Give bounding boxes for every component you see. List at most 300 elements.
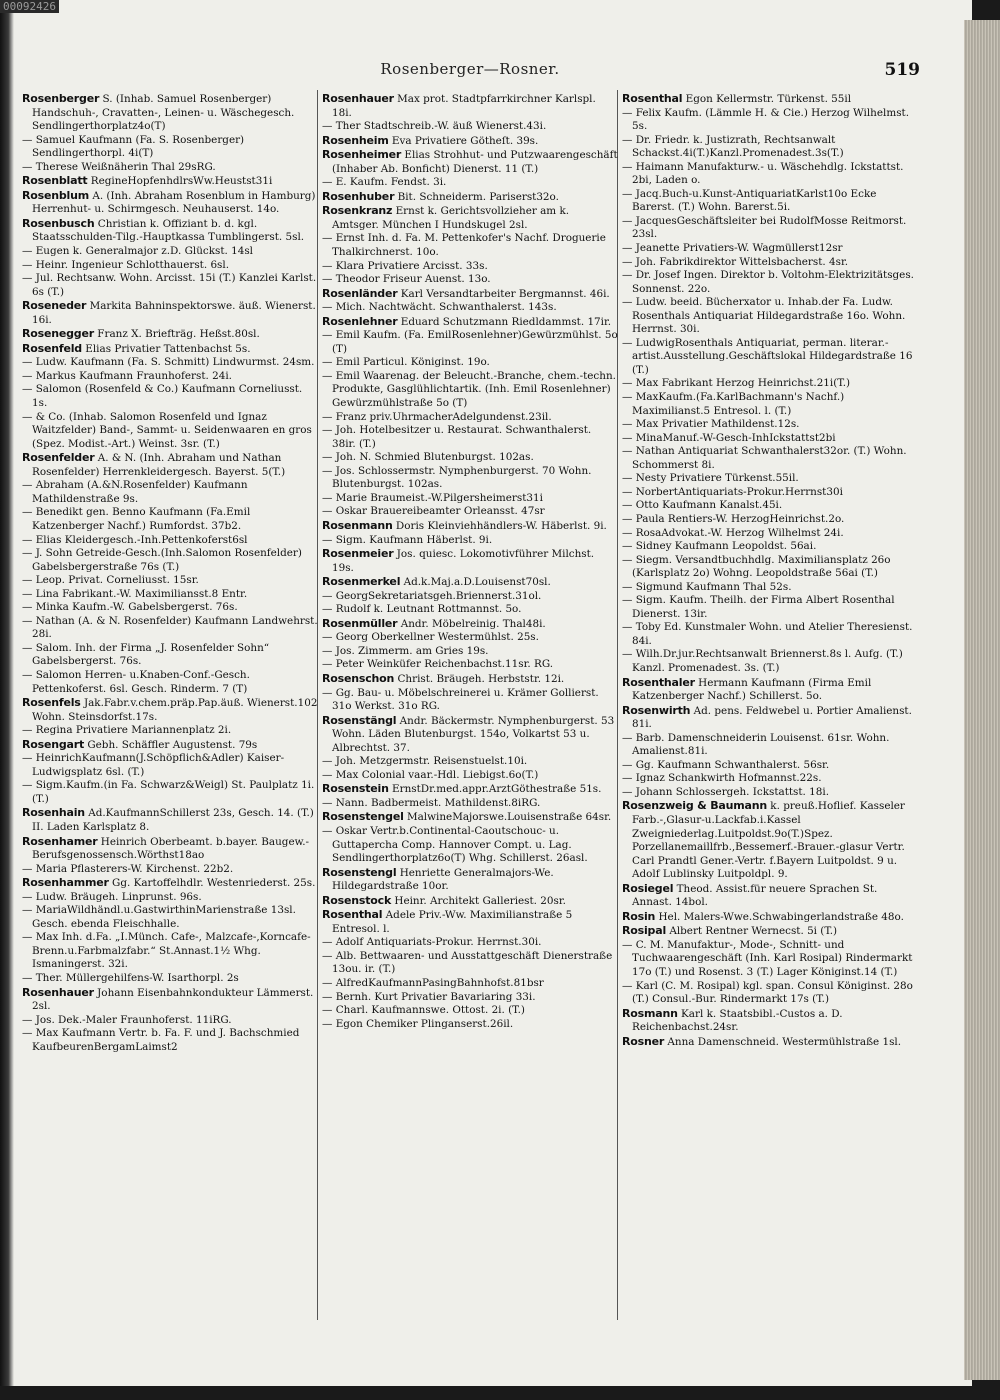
entry-text: — Nann. Badbermeist. Mathildenst.8iRG. — [322, 796, 541, 809]
entry-text: — Mich. Nachtwächt. Schwanthalerst. 143s. — [322, 301, 557, 314]
directory-entry — [622, 92, 918, 107]
entry-text: Egon Kellermstr. Türkenst. 55il — [682, 93, 852, 105]
entry-text: — AlfredKaufmannPasingBahnhofst.81bsr — [322, 977, 544, 989]
entry-text: — Maria Pflasterers-W. Kirchenst. 22b2. — [22, 862, 234, 875]
directory-entry — [22, 863, 318, 877]
directory-entry — [22, 931, 318, 972]
directory-entry — [22, 588, 318, 602]
entry-surname: Rosenheimer — [322, 148, 402, 162]
directory-entry — [22, 506, 318, 533]
directory-entry — [322, 936, 618, 950]
entry-text: Jos. quiesc. Lokomotivführer Milchst. 19s. — [332, 548, 595, 574]
entry-text: Ad.k.Maj.a.D.Louisenst70sl. — [400, 576, 551, 589]
entry-text: — Nesty Privatiere Türkenst.55il. — [622, 472, 799, 485]
directory-entry — [22, 835, 318, 863]
entry-text: — Sigm. Kaufmann Häberlst. 9i. — [322, 533, 493, 546]
entry-text: — Nathan Antiquariat Schwanthalerst32or. (T.) Wohn. Schommerst 8i. — [622, 445, 907, 471]
entry-text: Hermann Kaufmann (Firma Emil Katzenberger Nachf.) Schillerst. 5o. — [632, 676, 872, 703]
directory-entry — [22, 451, 318, 479]
entry-text: — Toby Ed. Kunstmaler Wohn. und Atelier Theresienst. 84i. — [622, 621, 913, 647]
entry-surname: Rosenhauer — [322, 92, 394, 105]
entry-text: — Minka Kaufm.-W. Gabelsbergerst. 76s. — [22, 601, 238, 614]
directory-entry — [322, 411, 618, 425]
entry-text: — Salom. Inh. der Firma „J. Rosenfelder Sohn“ Gabelsbergerst. 76s. — [22, 641, 270, 668]
entry-text: — GeorgSekretariatsgeh.Briennerst.31ol. — [322, 589, 542, 602]
directory-entry — [322, 492, 618, 506]
entry-text: — Max Colonial vaar.-Hdl. Liebigst.6o(T.) — [322, 768, 539, 781]
entry-text: — Jul. Rechtsanw. Wohn. Arcisst. 15i (T.) Kanzlei Karlst. 6s (T.) — [22, 272, 317, 298]
column-2 — [322, 92, 618, 1031]
directory-entry — [322, 575, 618, 590]
directory-entry — [22, 779, 318, 806]
entry-text: — Sidney Kaufmann Leopoldst. 56ai. — [622, 540, 817, 553]
entry-text: — Siegm. Versandtbuchhdlg. Maximiliansplatz 26o (Karlsplatz 2o) Wohng. Leopoldstraße 56ai (T.) — [622, 553, 891, 580]
entry-text: — Nathan (A. & N. Rosenfelder) Kaufmann Landwehrst. 28i. — [22, 614, 318, 641]
entry-text: — Jacq.Buch-u.Kunst-AntiquariatKarlst10o Ecke Barerst. (T.) Wohn. Barerst.5i. — [622, 187, 877, 214]
directory-entry — [322, 301, 618, 315]
entry-text: — Markus Kaufmann Fraunhoferst. 24i. — [22, 369, 232, 382]
entry-text: — Theodor Friseur Auenst. 13o. — [322, 273, 491, 286]
directory-entry — [22, 534, 318, 548]
entry-text: — Heinr. Ingenieur Schlotthauerst. 6sl. — [22, 258, 230, 271]
directory-entry — [322, 547, 618, 575]
entry-text: Markita Bahninspektorswe. äuß. Wienerst. 16i. — [32, 300, 316, 326]
entry-surname: Rosenstein — [322, 782, 389, 796]
column-3 — [622, 92, 918, 1049]
directory-entry — [322, 505, 618, 519]
directory-entry — [22, 669, 318, 696]
entry-text: Adele Priv.-Ww. Maximilianstraße 5 Entresol. l. — [332, 909, 573, 935]
directory-entry — [22, 574, 318, 588]
entry-surname: Rosenstock — [322, 893, 392, 907]
entry-text: — Adolf Antiquariats-Prokur. Herrnst.30i. — [322, 936, 542, 949]
directory-entry — [22, 876, 318, 891]
entry-text: — Emil Kaufm. (Fa. EmilRosenlehner)Gewürzmühlst. 5o (T) — [322, 329, 618, 355]
entry-text: Elias Privatier Tattenbachst 5s. — [81, 342, 251, 355]
entry-text: A. & N. (Inh. Abraham und Nathan Rosenfelder) Herrenkleidergesch. Bayerst. 5(T.) — [32, 452, 286, 478]
directory-entry — [622, 704, 918, 732]
directory-entry — [22, 724, 318, 738]
entry-text: — Johann Schlossergeh. Ickstattst. 18i. — [622, 785, 830, 798]
directory-entry — [22, 479, 318, 506]
entry-text: — Jeanette Privatiers-W. Wagmüllerst12sr — [622, 242, 843, 255]
entry-text: RegineHopfenhdlrsWw.Heustst31i — [87, 175, 273, 188]
directory-entry — [622, 732, 918, 759]
entry-text: — Gg. Bau- u. Möbelschreinerei u. Krämer Gollierst. 31o Werkst. 31o RG. — [322, 686, 599, 713]
entry-surname: Rosenlehner — [322, 314, 398, 328]
entry-text: — HeinrichKaufmann(J.Schöpflich&Adler) Kaiser-Ludwigsplatz 6sl. (T.) — [22, 752, 285, 778]
directory-entry — [22, 217, 318, 245]
entry-surname: Rosenhain — [22, 806, 85, 820]
directory-entry — [622, 980, 918, 1007]
entry-text: A. (Inh. Abraham Rosenblum in Hamburg) Herrenhut- u. Schirmgesch. Neuhauserst. 14o. — [32, 189, 316, 216]
directory-entry — [322, 894, 618, 909]
entry-text: Albert Rentner Wernecst. 5i (T.) — [666, 925, 838, 938]
entry-text: Eduard Schutzmann Riedldammst. 17ir. — [397, 315, 612, 328]
directory-entry — [22, 891, 318, 905]
directory-entry — [622, 296, 918, 337]
entry-surname: Rosenbusch — [22, 216, 95, 230]
entry-surname: Rosenblum — [22, 188, 90, 202]
page-edges — [964, 20, 1000, 1380]
directory-entry — [322, 810, 618, 825]
entry-text: — Therese Weißnäherin Thal 29sRG. — [22, 160, 216, 173]
entry-text: — Jos. Zimmerm. am Gries 19s. — [322, 644, 489, 657]
entry-text: S. (Inhab. Samuel Rosenberger) Handschuh-, Cravatten-, Leinen- u. Wäschegesch. Sendlingerthorplatz4o(T) — [32, 93, 295, 133]
directory-entry — [322, 991, 618, 1005]
entry-text: — Karl (C. M. Rosipal) kgl. span. Consul Königinst. 28o (T.) Consul.-Bur. Rindermarkt 17s (T.) — [622, 979, 913, 1006]
book-gutter-shadow — [0, 0, 14, 1386]
directory-entry — [622, 432, 918, 446]
entry-text: — Bernh. Kurt Privatier Bavariaring 33i. — [322, 990, 536, 1003]
directory-entry — [622, 554, 918, 581]
directory-entry — [22, 986, 318, 1014]
entry-surname: Rosenmann — [322, 518, 393, 532]
entry-text: — Emil Particul. Königinst. 19o. — [322, 356, 490, 369]
entry-text: — Samuel Kaufmann (Fa. S. Rosenberger) Sendlingerthorpl. 4i(T) — [22, 133, 245, 160]
entry-text: Elias Strohhut- und Putzwaarengeschäft (Inhaber Ab. Bonficht) Dienerst. 11 (T.) — [332, 149, 618, 175]
directory-entry — [622, 910, 918, 925]
directory-entry — [22, 601, 318, 615]
entry-text: — Sigm. Kaufm. Theilh. der Firma Albert Rosenthal Dienerst. 13ir. — [622, 594, 895, 620]
directory-entry — [322, 134, 618, 149]
entry-surname: Rosengart — [22, 737, 85, 751]
directory-entry — [322, 451, 618, 465]
directory-entry — [622, 648, 918, 675]
directory-entry — [322, 534, 618, 548]
column-1 — [22, 92, 318, 1054]
entry-text: Henriette Generalmajors-We. Hildegardstraße 10or. — [332, 866, 554, 893]
entry-text: — Oskar Vertr.b.Continental-Caoutschouc- u. Guttapercha Comp. Hannover Compt. u. Lag. Sendlingerthorplatz6o(T) Whg. Schillerst. 26asl. — [322, 824, 588, 865]
entry-surname: Rosenkranz — [322, 204, 393, 218]
running-header: Rosenberger—Rosner. — [380, 60, 560, 78]
entry-text: — Eugen k. Generalmajor z.D. Glückst. 14sl — [22, 245, 254, 258]
entry-surname: Rosenländer — [322, 286, 398, 300]
entry-text: — Joh. N. Schmied Blutenburgst. 102as. — [322, 451, 534, 464]
directory-entry — [322, 315, 618, 330]
directory-entry — [322, 866, 618, 894]
entry-surname: Rosenhammer — [22, 876, 109, 890]
entry-surname: Rosner — [622, 1034, 665, 1048]
directory-entry — [322, 120, 618, 134]
entry-text: Karl Versandtarbeiter Bergmannst. 46i. — [397, 287, 610, 300]
entry-text: MalwineMajorswe.Louisenstraße 64sr. — [403, 811, 612, 824]
entry-text: — Felix Kaufm. (Lämmle H. & Cie.) Herzog Wilhelmst. 5s. — [622, 106, 910, 133]
directory-entry — [322, 370, 618, 411]
directory-entry — [22, 972, 318, 986]
directory-entry — [22, 161, 318, 175]
entry-text: Johann Eisenbahnkondukteur Lämmerst. 2sl. — [32, 986, 314, 1013]
entry-text: — Jos. Schlossermstr. Nymphenburgerst. 70 Wohn. Blutenburgst. 102as. — [322, 464, 592, 491]
directory-entry — [622, 215, 918, 242]
entry-surname: Rosenthal — [322, 908, 383, 922]
directory-entry — [622, 540, 918, 554]
directory-entry — [622, 134, 918, 161]
entry-text: — & Co. (Inhab. Salomon Rosenfeld und Ignaz Waitzfelder) Band-, Sammt- u. Seidenwaaren en gros (Spez. Modist.-Art.) Weinst. 3sr. (T.) — [22, 410, 312, 450]
entry-text: Anna Damenschneid. Westermühlstraße 1sl. — [664, 1035, 902, 1048]
entry-surname: Rosenblatt — [22, 174, 88, 188]
directory-entry — [322, 687, 618, 714]
directory-entry — [22, 174, 318, 189]
entry-text: — C. M. Manufaktur-, Mode-, Schnitt- und Tuchwaarengeschäft (Inh. Karl Rosipal) Rindermarkt 17o (T.) und Rosenst. 3 (T.) Lager Königinst.14 (T.) — [622, 938, 913, 978]
directory-entry — [22, 904, 318, 931]
entry-surname: Rosenwirth — [622, 703, 691, 717]
entry-text: — Joh. Fabrikdirektor Wittelsbacherst. 4sr. — [622, 255, 849, 268]
directory-entry — [622, 391, 918, 418]
entry-surname: Rosenthaler — [622, 675, 695, 689]
directory-entry — [322, 769, 618, 783]
entry-text: Gg. Kartoffelhdlr. Westenriederst. 25s. — [108, 877, 316, 890]
directory-entry — [622, 882, 918, 910]
directory-entry — [622, 107, 918, 134]
directory-entry — [322, 797, 618, 811]
entry-text: — Marie Braumeist.-W.Pilgersheimerst31i — [322, 491, 543, 504]
entry-surname: Rosenstengl — [322, 865, 397, 879]
entry-surname: Rosenfels — [22, 696, 81, 710]
directory-entry — [322, 204, 618, 232]
directory-entry — [322, 329, 618, 356]
directory-entry — [322, 176, 618, 190]
entry-surname: Rosenhamer — [22, 834, 98, 848]
entry-text: Christian k. Offiziant b. d. kgl. Staatsschulden-Tilg.-Hauptkassa Tumblingerst. 5sl. — [32, 217, 305, 244]
entry-text: — Ernst Inh. d. Fa. M. Pettenkofer's Nachf. Droguerie Thalkirchnerst. 10o. — [322, 232, 606, 259]
entry-surname: Rosipal — [622, 924, 667, 938]
entry-text: Ad. pens. Feldwebel u. Portier Amalienst. 81i. — [632, 704, 912, 731]
entry-text: — Sigmund Kaufmann Thal 52s. — [622, 580, 792, 593]
entry-text: Hel. Malers-Wwe.Schwabingerlandstraße 48o. — [655, 910, 904, 923]
entry-surname: Rosenzweig & Baumann — [622, 799, 767, 813]
entry-text: — MaxKaufm.(Fa.KarlBachmann's Nachf.) Maximilianst.5 Entresol. l. (T.) — [622, 391, 845, 417]
entry-text: — MinaManuf.-W-Gesch-InhIckstattst2bi — [622, 431, 836, 444]
entry-text: — Joh. Hotelbesitzer u. Restaurat. Schwanthalerst. 38ir. (T.) — [322, 424, 592, 450]
entry-text: — Sigm.Kaufm.(in Fa. Schwarz&Weigl) St. Paulplatz 1i. (T.) — [22, 779, 315, 805]
entry-text: — Benedikt gen. Benno Kaufmann (Fa.Emil Katzenberger Nachf.) Rumfordst. 37b2. — [22, 506, 251, 532]
directory-entry — [622, 1007, 918, 1035]
entry-text: — Ludw. Bräugeh. Linprunst. 96s. — [22, 890, 202, 903]
entry-text: — Abraham (A.&N.Rosenfelder) Kaufmann Mathildenstraße 9s. — [22, 479, 248, 505]
directory-entry — [622, 594, 918, 621]
scan-id: 00092426 — [0, 0, 59, 13]
entry-surname: Rosenschon — [322, 671, 395, 685]
entry-text: Bit. Schneiderm. Pariserst32o. — [394, 190, 559, 203]
entry-text: Max prot. Stadtpfarrkirchner Karlspl. 18i. — [332, 93, 596, 119]
entry-surname: Rosenstängl — [322, 713, 397, 727]
directory-entry — [322, 424, 618, 451]
entry-text: Eva Privatiere Götheſt. 39s. — [388, 134, 539, 147]
directory-entry — [622, 161, 918, 188]
entry-text: — Wilh.Dr.jur.Rechtsanwalt Briennerst.8s l. Aufg. (T.) Kanzl. Promenadest. 3s. (T.) — [622, 648, 903, 674]
directory-entry — [322, 617, 618, 632]
directory-entry — [622, 786, 918, 800]
directory-entry — [322, 1004, 618, 1018]
entry-text: — Elias Kleidergesch.-Inh.Pettenkoferst6sl — [22, 533, 248, 546]
entry-text: — Ther Stadtschreib.-W. äuß Wienerst.43i. — [322, 120, 547, 133]
directory-entry — [322, 908, 618, 936]
directory-entry — [322, 190, 618, 205]
directory-entry — [622, 799, 918, 881]
page-number: 519 — [884, 60, 920, 80]
directory-entry — [22, 356, 318, 370]
directory-entry — [322, 287, 618, 302]
page-header — [20, 60, 920, 82]
entry-text: Christ. Bräugeh. Herbststr. 12i. — [394, 672, 565, 685]
entry-text: — Georg Oberkellner Westermühlst. 25s. — [322, 631, 539, 644]
directory-entry — [22, 299, 318, 327]
entry-text: — Paula Rentiers-W. HerzogHeinrichst.2o. — [622, 512, 845, 525]
entry-text: — Ignaz Schankwirth Hofmannst.22s. — [622, 772, 822, 785]
entry-text: — J. Sohn Getreide-Gesch.(Inh.Salomon Rosenfelder) Gabelsbergerstraße 76s (T.) — [22, 547, 302, 573]
entry-surname: Rosmann — [622, 1006, 678, 1020]
entry-text: — Ther. Müllergehilfens-W. Isarthorpl. 2s — [22, 972, 239, 984]
entry-text: Franz X. Briefträg. Heßst.80sl. — [93, 328, 260, 341]
entry-text: — Peter Weinküfer Reichenbachst.11sr. RG. — [322, 658, 554, 671]
entry-surname: Rosenberger — [22, 92, 100, 105]
directory-entry — [322, 519, 618, 534]
directory-entry — [22, 615, 318, 642]
entry-surname: Rosin — [622, 909, 656, 923]
directory-entry — [22, 1027, 318, 1054]
entry-text: Andr. Bäckermstr. Nymphenburgerst. 53 Wohn. Läden Blutenburgst. 154o, Volkartst 53 u. Albrechtst. 37. — [332, 714, 615, 754]
entry-surname: Rosenmerkel — [322, 575, 401, 589]
entry-text: — Oskar Brauereibeamter Orleansst. 47sr — [322, 505, 545, 518]
entry-text: — JacquesGeschäftsleiter bei RudolfMosse Reitmorst. 23sl. — [622, 214, 907, 241]
entry-surname: Roseneder — [22, 299, 87, 313]
directory-entry — [322, 825, 618, 866]
entry-surname: Rosenhuber — [322, 189, 395, 203]
entry-text: — Max Fabrikant Herzog Heinrichst.21i(T.) — [622, 377, 851, 390]
entry-text: Jak.Fabr.v.chem.präp.Pap.äuß. Wienerst.102 Wohn. Steinsdorfst.17s. — [32, 697, 318, 723]
entry-text: — Salomon Herren- u.Knaben-Conf.-Gesch. Pettenkoferst. 6sl. Gesch. Rinderm. 7 (T) — [22, 668, 250, 695]
directory-entry — [622, 377, 918, 391]
entry-text: — Barb. Damenschneiderin Louisenst. 61sr. Wohn. Amalienst.81i. — [622, 731, 890, 758]
directory-entry — [22, 752, 318, 779]
entry-surname: Rosenthal — [622, 92, 683, 105]
directory-entry — [622, 188, 918, 215]
entry-text: — Gg. Kaufmann Schwanthalerst. 56sr. — [622, 758, 830, 771]
directory-entry — [622, 269, 918, 296]
directory-entry — [22, 327, 318, 342]
entry-text: — RosaAdvokat.-W. Herzog Wilhelmst 24i. — [622, 526, 844, 539]
entry-text: k. preuß.Hoflief. Kasseler Farb.-,Glasur-u.Lackfab.i.Kassel Zweigniederlag.Luitpoldst.9o(T.)Spez. Porzellanemaillfrb.,Bessemerf.-Brauer.-glasur Vertr. Carl Prandtl Gener.-Vertr. f.Bayern Luitpoldst. 9 u. Adolf Lublinsky Luitpoldpl. 9. — [632, 800, 905, 881]
directory-entry — [322, 260, 618, 274]
directory-entry — [622, 472, 918, 486]
directory-entry — [22, 189, 318, 217]
directory-entry — [322, 645, 618, 659]
entry-text: Ad.KaufmannSchillerst 23s, Gesch. 14. (T.) II. Laden Karlsplatz 8. — [32, 807, 314, 833]
directory-entry — [622, 621, 918, 648]
entry-surname: Rosenfelder — [22, 451, 95, 465]
directory-entry — [622, 759, 918, 773]
directory-entry — [622, 1035, 918, 1050]
directory-entry — [322, 92, 618, 120]
directory-entry — [22, 383, 318, 410]
directory-entry — [22, 806, 318, 834]
entry-text: — Egon Chemiker Plinganserst.26il. — [322, 1017, 514, 1030]
entry-text: — Max Inh. d.Fa. „I.Münch. Cafe-, Malzcafe-,Korncafe-Brenn.u.Farbmalzfabr.“ St.Annast.1½ Whg. Ismaningerst. 32i. — [22, 931, 311, 971]
directory-entry — [22, 134, 318, 161]
directory-entry — [22, 738, 318, 753]
entry-surname: Rosenstengel — [322, 810, 404, 824]
directory-entry — [322, 148, 618, 176]
directory-entry — [22, 547, 318, 574]
directory-entry — [622, 445, 918, 472]
directory-entry — [622, 242, 918, 256]
entry-text: Theod. Assist.für neuere Sprachen St. Annast. 14bol. — [632, 882, 878, 909]
entry-text: — Charl. Kaufmannswe. Ottost. 2i. (T.) — [322, 1004, 525, 1017]
directory-entry — [622, 924, 918, 939]
entry-text: Doris Kleinviehhändlers-W. Häberlst. 9i. — [392, 519, 607, 532]
entry-surname: Rosenmeier — [322, 547, 394, 561]
directory-entry — [622, 581, 918, 595]
directory-entry — [322, 672, 618, 687]
entry-text: — MariaWildhändl.u.GastwirthinMarienstraße 13sl. Gesch. ebenda Fleischhalle. — [22, 904, 296, 930]
directory-entry — [622, 772, 918, 786]
entry-text: ErnstDr.med.appr.ArztGöthestraße 51s. — [388, 783, 602, 796]
directory-entry — [322, 950, 618, 977]
directory-entry — [22, 92, 318, 134]
directory-entry — [322, 273, 618, 287]
entry-text: — Regina Privatiere Mariannenplatz 2i. — [22, 724, 232, 737]
entry-text: — Alb. Bettwaaren- und Ausstattgeschäft Dienerstraße 13ou. ir. (T.) — [322, 949, 613, 976]
directory-entry — [322, 782, 618, 797]
entry-text: — LudwigRosenthals Antiquariat, perman. literar.-artist.Ausstellung.Geschäftslokal Hildegardstraße 16 (T.) — [622, 336, 913, 376]
entry-text: — Otto Kaufmann Kanalst.45i. — [622, 499, 783, 512]
directory-entry — [22, 411, 318, 452]
directory-entry — [622, 527, 918, 541]
directory-entry — [622, 337, 918, 378]
entry-text: — Rudolf k. Leutnant Rottmannst. 5o. — [322, 603, 522, 616]
directory-entry — [22, 272, 318, 299]
entry-surname: Rosenhauer — [22, 985, 94, 999]
directory-entry — [622, 939, 918, 980]
entry-text: Gebh. Schäffler Augustenst. 79s — [84, 738, 258, 751]
directory-entry — [622, 499, 918, 513]
directory-entry — [322, 465, 618, 492]
directory-entry — [622, 256, 918, 270]
entry-text: — Max Privatier Mathildenst.12s. — [622, 418, 800, 431]
entry-text: — E. Kaufm. Fendst. 3i. — [322, 176, 447, 189]
entry-text: — Dr. Friedr. k. Justizrath, Rechtsanwalt Schackst.4i(T.)Kanzl.Promenadest.3s(T.) — [622, 133, 844, 160]
entry-surname: Rosenegger — [22, 327, 94, 341]
entry-text: — Emil Waarenag. der Beleucht.-Branche, chem.-techn. Produkte, Gasglühlichtartik. (Inh. Emil Rosenlehner) Gewürzmühlstraße 5o (T) — [322, 369, 616, 410]
entry-text: — Franz priv.UhrmacherAdelgundenst.23il. — [322, 410, 552, 423]
entry-text: Andr. Möbelreinig. Thal48i. — [397, 617, 546, 630]
directory-entry — [622, 676, 918, 704]
directory-entry — [22, 370, 318, 384]
directory-entry — [622, 418, 918, 432]
entry-text: — Ludw. Kaufmann (Fa. S. Schmitt) Lindwurmst. 24sm. — [22, 356, 315, 369]
directory-entry — [322, 658, 618, 672]
entry-text: — Joh. Metzgermstr. Reisenstuelst.10i. — [322, 755, 528, 768]
directory-entry — [622, 513, 918, 527]
entry-surname: Rosiegel — [622, 881, 674, 895]
entry-text: — Leop. Privat. Corneliusst. 15sr. — [22, 574, 199, 587]
entry-text: — Dr. Josef Ingen. Direktor b. Voltohm-Elektrizitätsges. Sonnenst. 22o. — [622, 269, 914, 295]
entry-text: Ernst k. Gerichtsvollzieher am k. Amtsger. München I Hundskugel 2sl. — [332, 205, 570, 231]
entry-text: — Max Kaufmann Vertr. b. Fa. F. und J. Bachschmied KaufbeurenBergamLaimst2 — [22, 1027, 300, 1053]
entry-text: — NorbertAntiquariats-Prokur.Herrnst30i — [622, 485, 843, 498]
directory-entry — [322, 755, 618, 769]
directory-entry — [322, 603, 618, 617]
entry-text: Heinr. Architekt Galleriest. 20sr. — [391, 894, 566, 907]
directory-entry — [322, 232, 618, 259]
directory-entry — [322, 590, 618, 604]
entry-text: — Ludw. beeid. Bücherxator u. Inhab.der Fa. Ludw. Rosenthals Antiquariat Hildegardstraße 16o. Wohn. Herrnst. 30i. — [622, 296, 906, 336]
entry-text: Karl k. Staatsbibl.-Custos a. D. Reichenbachst.24sr. — [632, 1007, 843, 1034]
directory-entry — [22, 696, 318, 724]
directory-entry — [22, 1014, 318, 1028]
entry-surname: Rosenmüller — [322, 616, 398, 630]
